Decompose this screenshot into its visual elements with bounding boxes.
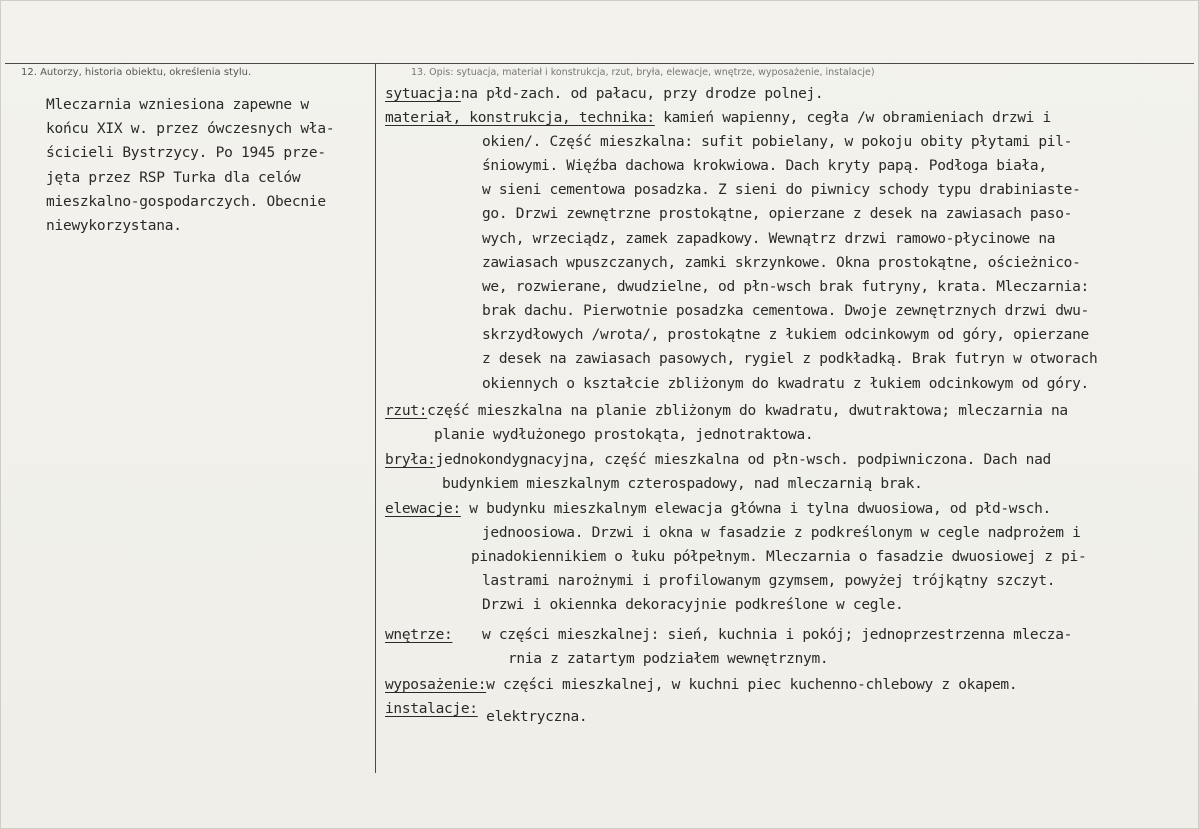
elewacje-label: elewacje: [385,501,461,517]
wyposazenie-entry [385,677,1017,693]
material-text: kamień wapienny, cegła /w obramieniach drzwi i [654,110,1051,126]
material-line: skrzydłowych /wrota/, prostokątne z łukiem odcinkowym od góry, opierzane [482,327,1089,343]
instalacje-entry [385,701,588,725]
bryla-line: budynkiem mieszkalnym czterospadowy, nad mleczarnią brak. [442,476,923,492]
history-line: ścicieli Bystrzycy. Po 1945 prze- [46,145,326,162]
column-divider [375,63,376,773]
bryla-label: bryła: [385,452,436,468]
material-line: okiennych o kształcie zbliżonym do kwadratu z łukiem odcinkowym od góry. [482,376,1089,392]
elewacje-line: Drzwi i okiennka dekoracyjnie podkreślone w cegle. [482,597,904,613]
material-line: wych, wrzeciądz, zamek zapadkowy. Wewnątrz drzwi ramowo-płycinowe na [482,231,1056,247]
history-line: Mleczarnia wzniesiona zapewne w [46,97,309,113]
bryla-entry [385,452,1051,468]
wyposazenie-text: w części mieszkalnej, w kuchni piec kuchenno-chlebowy z okapem. [486,677,1018,693]
rzut-label: rzut: [385,403,428,419]
material-line: z desek na zawiasach pasowych, rygiel z podkładką. Brak futryn w otworach [482,351,1098,367]
wnetrze-line: w części mieszkalnej: sień, kuchnia i pokój; jednoprzestrzenna mlecza- [482,627,1073,643]
rzut-entry [385,403,1068,419]
instalacje-text: elektryczna. [477,709,588,725]
sytuacja-entry [385,86,823,102]
material-line: we, rozwierane, dwudzielne, od płn-wsch brak futryny, krata. Mleczarnia: [482,279,1089,295]
section-12-heading: 12. Autorzy, historia obiektu, określenia stylu. [21,67,252,78]
material-entry [385,110,1051,126]
rzut-text: część mieszkalna na planie zbliżonym do kwadratu, dwutraktowa; mleczarnia na [427,403,1068,419]
material-line: w sieni cementowa posadzka. Z sieni do piwnicy schody typu drabiniaste- [482,182,1081,198]
wyposazenie-label: wyposażenie: [385,677,487,693]
history-line: niewykorzystana. [46,218,182,235]
history-line: mieszkalno-gospodarczych. Obecnie [46,193,326,210]
history-line: jęta przez RSP Turka dla celów [46,169,301,186]
elewacje-line: pinadokiennikiem o łuku półpełnym. Mleczarnia o fasadzie dwuosiowej z pi- [471,549,1087,565]
material-line: zawiasach wpuszczanych, zamki skrzynkowe. Okna prostokątne, ościeżnico- [482,255,1081,271]
header-rule [5,63,1194,64]
material-line: okien/. Część mieszkalna: sufit pobielany, w pokoju obity płytami pil- [482,134,1073,150]
rzut-line: planie wydłużonego prostokąta, jednotraktowa. [434,427,814,443]
elewacje-line: lastrami narożnymi i profilowanym gzymsem, powyżej trójkątny szczyt. [482,573,1056,589]
sytuacja-text: na płd-zach. od pałacu, przy drodze polnej. [460,86,824,102]
history-text [46,93,374,238]
wnetrze-entry [385,627,452,643]
sytuacja-label: sytuacja: [385,86,461,102]
wnetrze-line: rnia z zatartym podziałem wewnętrznym. [508,651,829,667]
elewacje-line: jednoosiowa. Drzwi i okna w fasadzie z podkreślonym w cegle nadprożem i [482,525,1081,541]
section-13-heading: 13. Opis: sytuacja, materiał i konstrukcja, rzut, bryła, elewacje, wnętrze, wyposażenie, instalacje) [411,67,875,78]
history-line: końcu XIX w. przez ówczesnych wła- [46,121,335,138]
elewacje-entry [385,501,1051,517]
material-label: materiał, konstrukcja, technika: [385,110,655,126]
material-line: go. Drzwi zewnętrzne prostokątne, opierzane z desek na zawiasach paso- [482,206,1073,222]
instalacje-label: instalacje: [385,701,478,717]
material-line: brak dachu. Pierwotnie posadzka cementowa. Dwoje zewnętrznych drzwi dwu- [482,303,1089,319]
material-line: śniowymi. Więźba dachowa krokwiowa. Dach kryty papą. Podłoga biała, [482,158,1047,174]
elewacje-text: w budynku mieszkalnym elewacja główna i tylna dwuosiowa, od płd-wsch. [460,501,1051,517]
bryla-text: jednokondygnacyjna, część mieszkalna od płn-wsch. podpiwniczona. Dach nad [435,452,1051,468]
wnetrze-label: wnętrze: [385,627,453,643]
